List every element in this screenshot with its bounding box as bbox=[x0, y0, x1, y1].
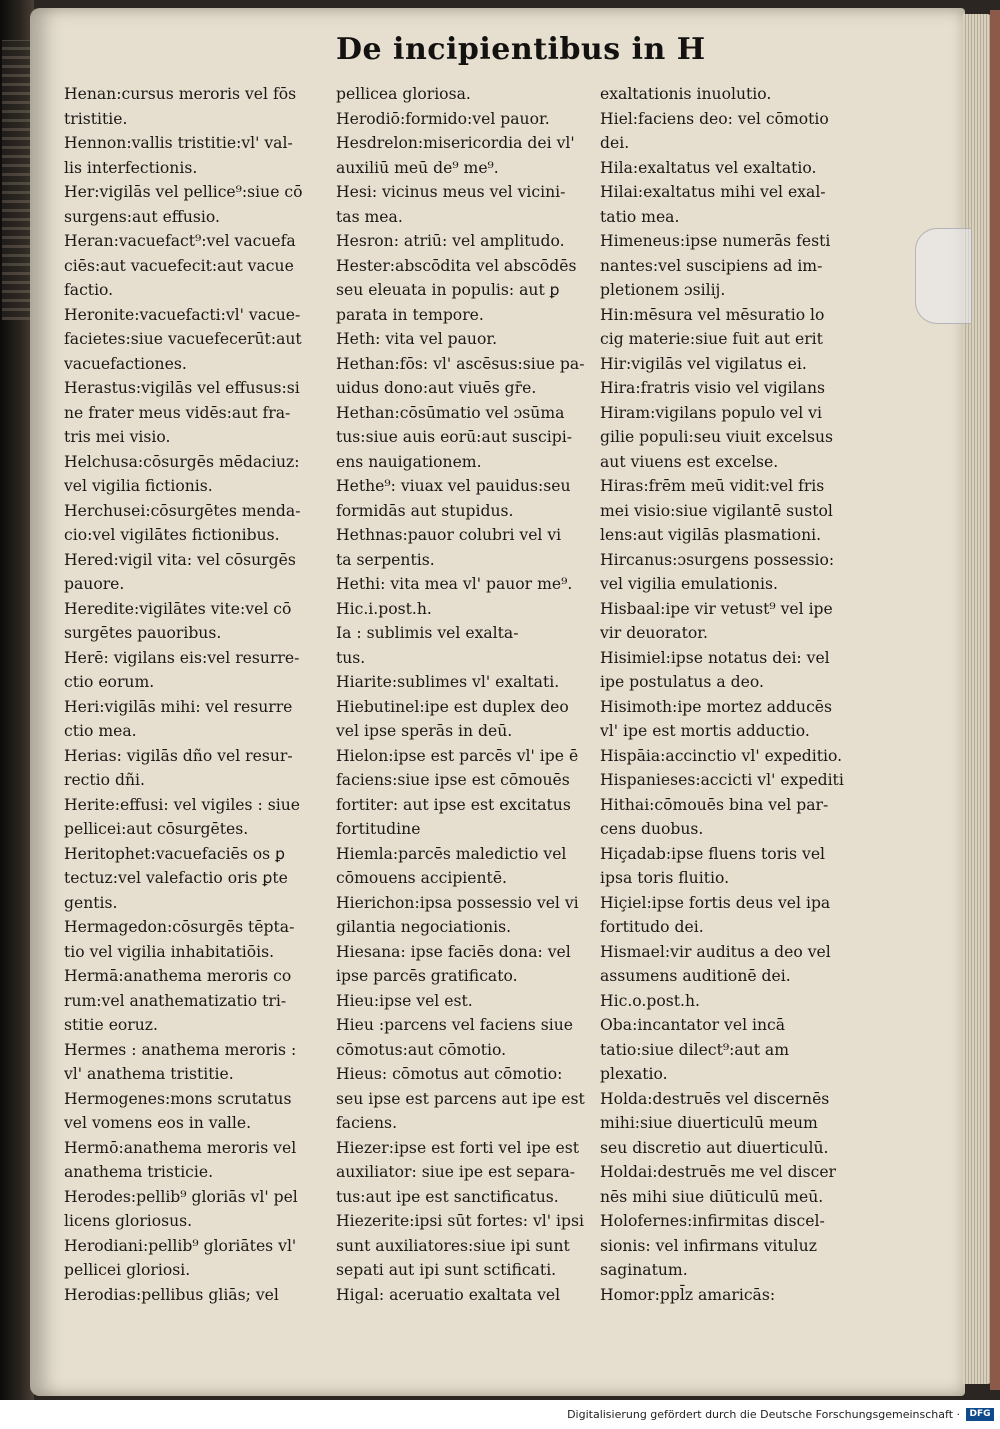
text-line: facietes:siue vacuefecerūt:aut bbox=[64, 330, 302, 348]
text-line: Hiezerite:ipsi sūt fortes: vl' ipsi bbox=[336, 1212, 584, 1230]
text-line: formidās aut stupidus. bbox=[336, 501, 514, 520]
text-line: exaltationis inuolutio. bbox=[600, 85, 772, 103]
text-line: cens duobus. bbox=[600, 820, 704, 838]
text-line: Herite:effusi: vel vigiles : siue bbox=[64, 795, 300, 814]
page-tab-marker bbox=[915, 228, 972, 324]
page-edges bbox=[963, 14, 993, 1384]
text-line: cio:vel vigilātes fictionibus. bbox=[64, 526, 280, 544]
text-line: Hermō:anathema meroris vel bbox=[64, 1138, 297, 1157]
text-line: parata in tempore. bbox=[336, 305, 484, 324]
text-line: uidus dono:aut viuēs gr̄e. bbox=[336, 379, 537, 397]
text-line: ipse parcēs gratificato. bbox=[336, 967, 518, 985]
text-line: Hermā:anathema meroris co bbox=[64, 967, 292, 985]
text-line: ctio eorum. bbox=[64, 673, 155, 691]
text-line: Hispāia:accinctio vl' expeditio. bbox=[600, 746, 843, 765]
text-line: pellicea gloriosa. bbox=[336, 85, 471, 103]
text-line: mei visio:siue vigilantē sustol bbox=[600, 501, 833, 520]
text-line: fortitudo dei. bbox=[600, 918, 704, 936]
text-line: saginatum. bbox=[600, 1261, 688, 1279]
text-line: lis interfectionis. bbox=[64, 158, 198, 177]
text-line: vl' anathema tristitie. bbox=[64, 1065, 234, 1083]
text-line: seu ipse est parcens aut ipe est bbox=[336, 1089, 585, 1108]
text-line: sepati aut ipi sunt sctificati. bbox=[336, 1261, 557, 1279]
text-line: Hiçiel:ipse fortis deus vel ipa bbox=[600, 893, 831, 912]
text-line: Hiras:frēm meū vidit:vel fris bbox=[600, 477, 825, 495]
text-line: Hiebutinel:ipe est duplex deo bbox=[336, 697, 569, 716]
text-column-1 bbox=[64, 82, 336, 1307]
text-line: Hispanieses:accicti vl' expediti bbox=[600, 771, 844, 789]
text-line: Hethnas:pauor colubri vel vi bbox=[336, 526, 562, 544]
text-line: Hilai:exaltatus mihi vel exal- bbox=[600, 183, 826, 201]
text-line: Herē: vigilans eis:vel resurre- bbox=[64, 648, 300, 667]
text-line: Heritophet:vacuefaciēs os ꝑ bbox=[64, 844, 286, 863]
text-line: Hircanus:ɔsurgens possessio: bbox=[600, 550, 835, 569]
text-line: nantes:vel suscipiens ad im- bbox=[600, 256, 823, 275]
text-line: tus. bbox=[336, 648, 366, 667]
text-line: Hesron: atriū: vel amplitudo. bbox=[336, 232, 565, 250]
text-line: cōmouens accipientē. bbox=[336, 869, 508, 887]
text-line: auxiliū meū de⁹ me⁹. bbox=[336, 158, 499, 177]
text-line: mihi:siue diuerticulū meum bbox=[600, 1114, 818, 1132]
footer-bar bbox=[0, 1400, 1000, 1429]
text-line: Hennon:vallis tristitie:vl' val- bbox=[64, 134, 293, 152]
text-line: Heredite:vigilātes vite:vel cō bbox=[64, 599, 292, 618]
text-line: Hethe⁹: viuax vel pauidus:seu bbox=[336, 477, 571, 495]
text-line: faciens:siue ipse est cōmouēs bbox=[336, 771, 570, 789]
text-line: vl' ipe est mortis adductio. bbox=[600, 722, 810, 740]
text-line: pauore. bbox=[64, 575, 125, 593]
text-line: gilantia negociationis. bbox=[336, 918, 512, 936]
text-line: factio. bbox=[64, 281, 114, 299]
text-line: Hester:abscōdita vel abscōdēs bbox=[336, 256, 577, 275]
text-line: Holda:destruēs vel discernēs bbox=[600, 1089, 830, 1108]
text-line: Hermogenes:mons scrutatus bbox=[64, 1089, 292, 1108]
text-line: lens:aut vigilās plasmationi. bbox=[600, 526, 822, 544]
text-line: vacuefactiones. bbox=[64, 354, 187, 373]
text-line: Holdai:destruēs me vel discer bbox=[600, 1163, 837, 1181]
text-line: Higal: aceruatio exaltata vel bbox=[336, 1285, 561, 1304]
text-line: Hieus: cōmotus aut cōmotio: bbox=[336, 1065, 563, 1083]
text-line: ens nauigationem. bbox=[336, 452, 482, 471]
text-line: assumens auditionē dei. bbox=[600, 967, 791, 985]
text-line: cōmotus:aut cōmotio. bbox=[336, 1040, 507, 1059]
text-line: Hisbaal:ipe vir vetust⁹ vel ipe bbox=[600, 599, 833, 618]
text-line: Hiesana: ipse faciēs dona: vel bbox=[336, 942, 571, 961]
text-line: pellicei gloriosi. bbox=[64, 1261, 191, 1279]
text-line: ciēs:aut vacuefecit:aut vacue bbox=[64, 256, 294, 275]
text-line: ctio mea. bbox=[64, 722, 137, 740]
text-line: Hiel:faciens deo: vel cōmotio bbox=[600, 109, 829, 128]
text-line: Heth: vita vel pauor. bbox=[336, 330, 498, 348]
text-line: pletionem ɔsilij. bbox=[600, 281, 726, 299]
book-binding bbox=[0, 0, 34, 1400]
text-line: Hesdrelon:misericordia dei vl' bbox=[336, 134, 575, 152]
text-line: nēs mihi siue diūticulū meū. bbox=[600, 1187, 824, 1206]
text-line: faciens. bbox=[336, 1114, 398, 1132]
text-line: cig materie:siue fuit aut erit bbox=[600, 330, 823, 348]
text-line: Hic.i.post.h. bbox=[336, 599, 432, 618]
text-line: Heronite:vacuefacti:vl' vacue- bbox=[64, 305, 301, 324]
text-line: Hiram:vigilans populo vel vi bbox=[600, 403, 822, 422]
text-line: fortiter: aut ipse est excitatus bbox=[336, 795, 571, 814]
text-line: Hiçadab:ipse fluens toris vel bbox=[600, 844, 826, 863]
text-line: Ia : sublimis vel exalta- bbox=[336, 624, 519, 642]
text-line: Hisimiel:ipse notatus dei: vel bbox=[600, 648, 830, 667]
text-line: Hermagedon:cōsurgēs tēpta- bbox=[64, 918, 295, 936]
text-line: Hisimoth:ipe mortez adducēs bbox=[600, 697, 833, 716]
text-line: licens gloriosus. bbox=[64, 1212, 193, 1230]
text-line: Hieu :parcens vel faciens siue bbox=[336, 1016, 574, 1034]
text-line: Hin:mēsura vel mēsuratio lo bbox=[600, 305, 825, 324]
text-line: gilie populi:seu viuit excelsus bbox=[600, 428, 834, 446]
text-line: Hierichon:ipsa possessio vel vi bbox=[336, 893, 579, 912]
text-line: vel vigilia emulationis. bbox=[600, 575, 778, 593]
text-line: Hethi: vita mea vl' pauor me⁹. bbox=[336, 575, 573, 593]
text-line: ta serpentis. bbox=[336, 550, 435, 569]
text-line: Heri:vigilās mihi: vel resurre bbox=[64, 697, 293, 716]
page-header: De incipientibus in H bbox=[336, 32, 706, 67]
text-line: surgens:aut effusio. bbox=[64, 207, 220, 226]
text-line: vir deuorator. bbox=[600, 624, 708, 642]
text-line: vel vomens eos in valle. bbox=[64, 1114, 252, 1132]
text-line: sionis: vel infirmans vituluz bbox=[600, 1236, 817, 1255]
text-line: Herodes:pellib⁹ gloriās vl' pel bbox=[64, 1187, 298, 1206]
text-line: Henan:cursus meroris vel fōs bbox=[64, 85, 297, 103]
text-line: ipsa toris fluitio. bbox=[600, 869, 730, 887]
text-line: plexatio. bbox=[600, 1065, 668, 1083]
text-line: seu discretio aut diuerticulū. bbox=[600, 1138, 829, 1157]
text-line: tus:siue auis eorū:aut suscipi- bbox=[336, 428, 573, 446]
text-line: tristitie. bbox=[64, 109, 128, 128]
text-line: dei. bbox=[600, 134, 630, 152]
text-line: pellicei:aut cōsurgētes. bbox=[64, 820, 249, 838]
text-line: Herodias:pellibus gliās; vel bbox=[64, 1285, 279, 1304]
text-line: Hethan:fōs: vl' ascēsus:siue pa- bbox=[336, 354, 585, 373]
text-line: Hila:exaltatus vel exaltatio. bbox=[600, 158, 817, 177]
text-line: anathema tristicie. bbox=[64, 1163, 214, 1181]
text-line: Hic.o.post.h. bbox=[600, 991, 700, 1010]
text-line: tectuz:vel valefactio oris ꝑte bbox=[64, 869, 288, 887]
text-line: Heran:vacuefact⁹:vel vacuefa bbox=[64, 232, 296, 250]
text-line: Hesi: vicinus meus vel vicini- bbox=[336, 183, 566, 201]
text-line: Holofernes:infirmitas discel- bbox=[600, 1212, 825, 1230]
text-line: Herias: vigilās dño vel resur- bbox=[64, 746, 293, 765]
dfg-logo-icon: DFG bbox=[966, 1408, 994, 1421]
text-line: Hira:fratris visio vel vigilans bbox=[600, 379, 825, 397]
text-line: Himeneus:ipse numerās festi bbox=[600, 232, 831, 250]
text-line: Hethan:cōsūmatio vel ɔsūma bbox=[336, 403, 565, 422]
text-line: Oba:incantator vel incā bbox=[600, 1016, 786, 1034]
text-line: vel vigilia fictionis. bbox=[64, 477, 213, 495]
text-line: Hielon:ipse est parcēs vl' ipe ē bbox=[336, 746, 579, 765]
text-line: Hir:vigilās vel vigilatus ei. bbox=[600, 354, 807, 373]
text-line: sunt auxiliatores:siue ipi sunt bbox=[336, 1236, 570, 1255]
text-line: Herastus:vigilās vel effusus:si bbox=[64, 379, 300, 397]
text-line: Herodiō:formido:vel pauor. bbox=[336, 109, 550, 128]
text-line: tatio:siue dilect⁹:aut am bbox=[600, 1040, 790, 1059]
funding-notice: Digitalisierung gefördert durch die Deutsche Forschungsgemeinschaft · bbox=[567, 1408, 960, 1421]
text-column-2 bbox=[336, 82, 596, 1307]
text-line: vel ipse sperās in deū. bbox=[336, 722, 513, 740]
text-line: Hithai:cōmouēs bina vel par- bbox=[600, 795, 829, 814]
text-line: Hermes : anathema meroris : bbox=[64, 1040, 297, 1059]
text-line: ipe postulatus a deo. bbox=[600, 673, 764, 691]
text-line: auxiliator: siue ipe est separa- bbox=[336, 1163, 576, 1181]
text-line: tas mea. bbox=[336, 207, 403, 226]
text-line: tris mei visio. bbox=[64, 428, 171, 446]
text-line: gentis. bbox=[64, 893, 118, 912]
text-line: Homor:ppl̄z amaricās: bbox=[600, 1285, 776, 1304]
text-line: stitie eoruz. bbox=[64, 1016, 158, 1034]
text-line: Hismael:vir auditus a deo vel bbox=[600, 942, 831, 961]
text-line: Hiezer:ipse est forti vel ipe est bbox=[336, 1138, 580, 1157]
text-column-3 bbox=[600, 82, 872, 1307]
text-line: seu eleuata in populis: aut ꝑ bbox=[336, 281, 560, 299]
text-line: Hered:vigil vita: vel cōsurgēs bbox=[64, 550, 296, 569]
facing-page-edge bbox=[2, 40, 32, 320]
text-line: Hiarite:sublimes vl' exaltati. bbox=[336, 673, 560, 691]
book-cover-edge bbox=[990, 10, 1000, 1390]
text-line: Helchusa:cōsurgēs mēdaciuz: bbox=[64, 452, 300, 471]
text-line: tatio mea. bbox=[600, 207, 680, 226]
text-line: surgētes pauoribus. bbox=[64, 624, 222, 642]
text-line: Herchusei:cōsurgētes menda- bbox=[64, 501, 301, 520]
text-line: fortitudine bbox=[336, 820, 421, 838]
text-line: Herodiani:pellib⁹ gloriātes vl' bbox=[64, 1236, 297, 1255]
text-line: aut viuens est excelse. bbox=[600, 452, 779, 471]
text-line: ne frater meus vidēs:aut fra- bbox=[64, 403, 291, 422]
text-line: Hiemla:parcēs maledictio vel bbox=[336, 844, 567, 863]
text-line: tus:aut ipe est sanctificatus. bbox=[336, 1187, 559, 1206]
text-line: rectio dñi. bbox=[64, 771, 145, 789]
text-line: Her:vigilās vel pellice⁹:siue cō bbox=[64, 183, 303, 201]
text-line: tio vel vigilia inhabitatiōis. bbox=[64, 942, 275, 961]
text-line: Hieu:ipse vel est. bbox=[336, 991, 473, 1010]
text-line: rum:vel anathematizatio tri- bbox=[64, 991, 287, 1010]
